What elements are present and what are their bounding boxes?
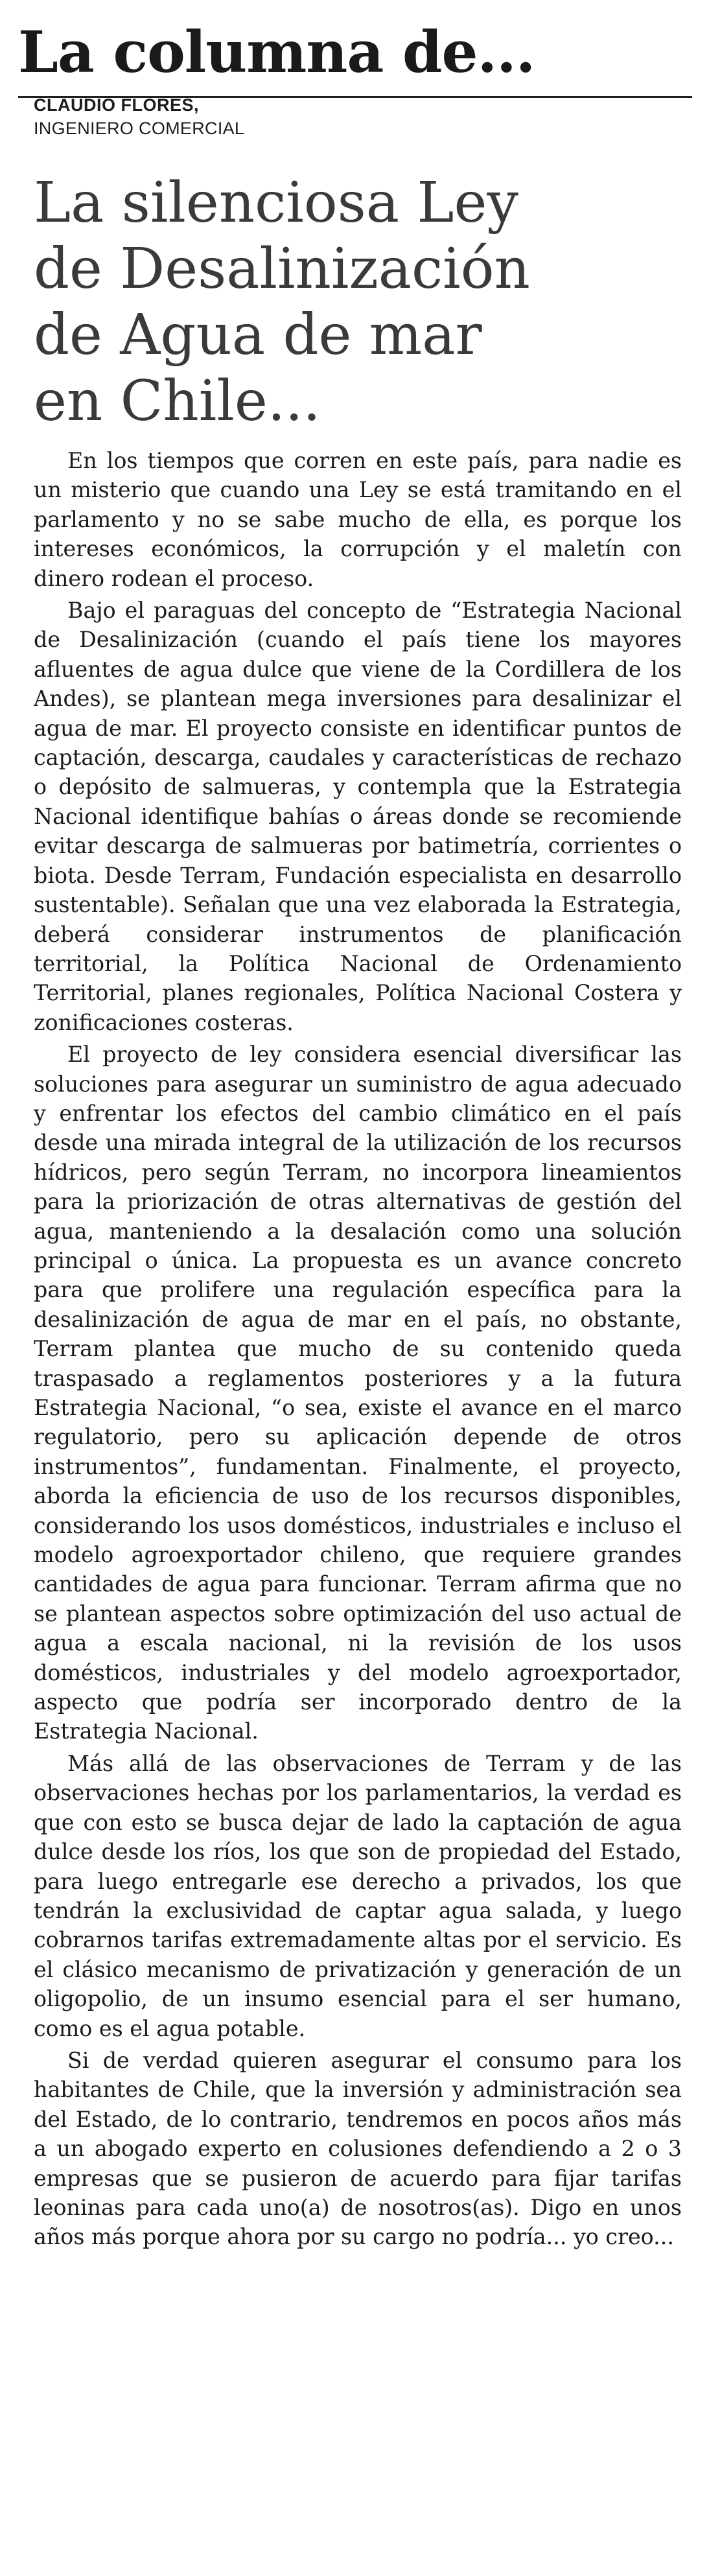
body-paragraph: Si de verdad quieren asegurar el consumo para los habitantes de Chile, que la inversión y administración sea del Estado, de lo contrario, tendremos en pocos años más a un abogado experto en colusiones defendiendo a 2 o 3 empresas que se pusieron de acuerdo para fijar tarifas leoninas para cada uno(a) de nosotros(as). Digo en unos años más porque ahora por su cargo no podría... yo creo... xyxy=(34,2047,682,2250)
author-name: CLAUDIO FLORES, xyxy=(34,95,199,115)
headline-line: de Agua de mar xyxy=(34,303,482,368)
headline-line: en Chile... xyxy=(34,369,321,434)
article-body xyxy=(34,446,682,2254)
column-title: La columna de... xyxy=(18,18,535,86)
headline-line: La silenciosa Ley xyxy=(34,170,518,235)
body-paragraph: En los tiempos que corren en este país, para nadie es un misterio que cuando una Ley se está tramitando en el parlamento y no se sabe mucho de ella, es porque los intereses económicos, la corrupción y el maletín con dinero rodean el proceso. xyxy=(34,448,682,591)
article-headline xyxy=(34,170,682,434)
byline xyxy=(34,93,617,140)
column-header xyxy=(18,17,692,89)
body-paragraph: Más allá de las observaciones de Terram y de las observaciones hechas por los parlamentarios, la verdad es que con esto se busca dejar de lado la captación de agua dulce desde los ríos, los que son de propiedad del Estado, para luego entregarle ese derecho a privados, los que tendrán la exclusividad de captar agua salada, y luego cobrarnos tarifas extremadamente altas por el servicio. Es el clásico mecanismo de privatización y generación de un oligopolio, de un insumo esencial para el ser humano, como es el agua potable. xyxy=(34,1750,682,2041)
body-paragraph: Bajo el paraguas del concepto de “Estrategia Nacional de Desalinización (cuando el país tiene los mayores afluentes de agua dulce que viene de la Cordillera de los Andes), se plantean mega inversiones para desalinizar el agua de mar. El proyecto consiste en identificar puntos de captación, descarga, caudales y características de rechazo o depósito de salmueras, y contempla que la Estrategia Nacional identifique bahías o áreas donde se recomiende evitar descarga de salmueras por batimetría, corrientes o biota. Desde Terram, Fundación especialista en desarrollo sustentable). Señalan que una vez elaborada la Estrategia, deberá considerar instrumentos de planificación territorial, la Política Nacional de Ordenamiento Territorial, planes regionales, Política Nacional Costera y zonificaciones costeras. xyxy=(34,598,682,1035)
headline-line: de Desalinización xyxy=(34,237,530,301)
author-role: INGENIERO COMERCIAL xyxy=(34,119,245,138)
body-paragraph: El proyecto de ley considera esencial diversificar las soluciones para asegurar un suministro de agua adecuado y enfrentar los efectos del cambio climático en el país desde una mirada integral de la utilización de los recursos hídricos, pero según Terram, no incorpora lineamientos para la priorización de otras alternativas de gestión del agua, manteniendo a la desalación como una solución principal o única. La propuesta es un avance concreto para que prolifere una regulación específica para la desalinización de agua de mar en el país, no obstante, Terram plantea que mucho de su contenido queda traspasado a reglamentos posteriores y a la futura Estrategia Nacional, “o sea, existe el avance en el marco regulatorio, pero su aplicación depende de otros instrumentos”, fundamentan. Finalmente, el proyecto, aborda la eficiencia de uso de los recursos disponibles, considerando los usos domésticos, industriales e incluso el modelo agroexportador chileno, que requiere grandes cantidades de agua para funcionar. Terram afirma que no se plantean aspectos sobre optimización del uso actual de agua a escala nacional, ni la revisión de los usos domésticos, industriales y del modelo agroexportador, aspecto que podría ser incorporado dentro de la Estrategia Nacional. xyxy=(34,1042,682,1744)
